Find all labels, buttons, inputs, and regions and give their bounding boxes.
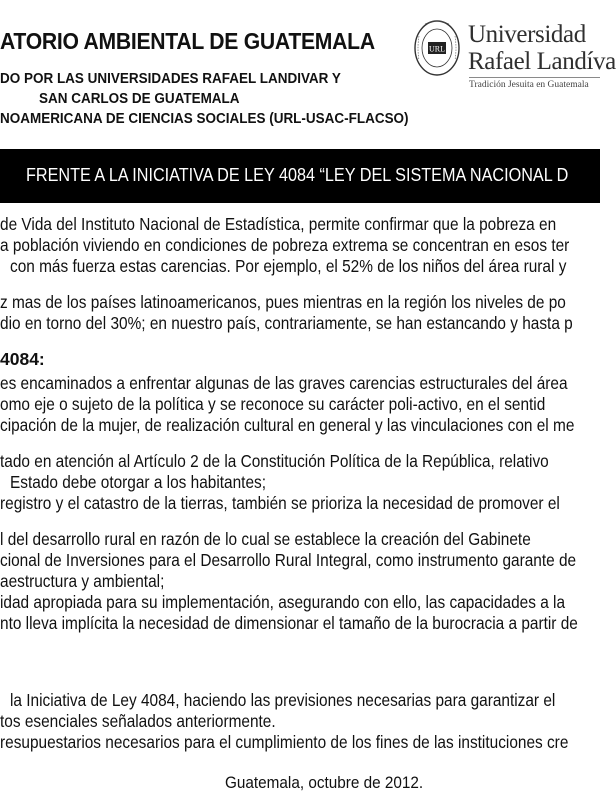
body-line-4: z mas de los países latinoamericanos, pues mientras en la región los niveles de po xyxy=(0,292,566,312)
body-line-5: dio en torno del 30%; en nuestro país, contrariamente, se han estancando y hasta p xyxy=(0,313,573,333)
body-line-12: l del desarrollo rural en razón de lo cual se establece la creación del Gabinete xyxy=(0,529,531,549)
university-name-line-2: Rafael Landíva xyxy=(468,48,616,75)
body-line-13: cional de Inversiones para el Desarrollo Rural Integral, como instrumento garante de xyxy=(0,550,577,570)
title-banner xyxy=(0,149,600,203)
body-line-3: con más fuerza estas carencias. Por ejemplo, el 52% de los niños del área rural y xyxy=(10,256,567,276)
body-line-18: tos esenciales señalados anteriormente. xyxy=(0,711,276,731)
university-name-line-1: Universidad xyxy=(468,21,586,48)
body-line-17: la Iniciativa de Ley 4084, haciendo las previsiones necesarias para garantizar el xyxy=(10,690,556,710)
signoff-place-date: Guatemala, octubre de 2012. xyxy=(225,773,424,792)
observatory-title: ATORIO AMBIENTAL DE GUATEMALA xyxy=(0,28,375,54)
body-line-11: registro y el catastro de la tierras, también se prioriza la necesidad de promover el xyxy=(0,493,560,513)
body-line-6: es encaminados a enfrentar algunas de las graves carencias estructurales del área xyxy=(0,373,568,393)
body-line-9: tado en atención al Artículo 2 de la Constitución Política de la República, relativo xyxy=(0,451,549,471)
sponsor-line-1: DO POR LAS UNIVERSIDADES RAFAEL LANDIVAR Y xyxy=(0,71,341,87)
section-heading: 4084: xyxy=(0,349,45,369)
body-line-8: cipación de la mujer, de realización cultural en general y las vinculaciones con el me xyxy=(0,415,575,435)
logo-divider xyxy=(469,77,600,78)
body-line-7: omo eje o sujeto de la política y se reconoce su carácter poli-activo, en el sentid xyxy=(0,394,546,414)
sponsor-line-3: NOAMERICANA DE CIENCIAS SOCIALES (URL-USAC-FLACSO) xyxy=(0,111,409,127)
sponsor-line-2: SAN CARLOS DE GUATEMALA xyxy=(39,91,240,107)
university-tagline: Tradición Jesuita en Guatemala xyxy=(469,80,589,90)
body-line-16: nto lleva implícita la necesidad de dimensionar el tamaño de la burocracia a partir de xyxy=(0,613,578,633)
seal-monogram: URL xyxy=(429,44,445,54)
body-line-1: de Vida del Instituto Nacional de Estadística, permite confirmar que la pobreza en xyxy=(0,214,557,234)
body-line-15: idad apropiada para su implementación, asegurando con ello, las capacidades a la xyxy=(0,592,566,612)
body-line-14: aestructura y ambiental; xyxy=(0,571,165,591)
university-logo xyxy=(413,18,616,94)
body-line-2: a población viviendo en condiciones de pobreza extrema se concentran en esos ter xyxy=(0,235,570,255)
university-seal-icon xyxy=(413,18,461,82)
banner-title: FRENTE A LA INICIATIVA DE LEY 4084 “LEY DEL SISTEMA NACIONAL D xyxy=(26,165,569,185)
body-line-19: resupuestarios necesarios para el cumplimiento de los fines de las instituciones cre xyxy=(0,732,569,752)
body-line-10: Estado debe otorgar a los habitantes; xyxy=(10,472,266,492)
